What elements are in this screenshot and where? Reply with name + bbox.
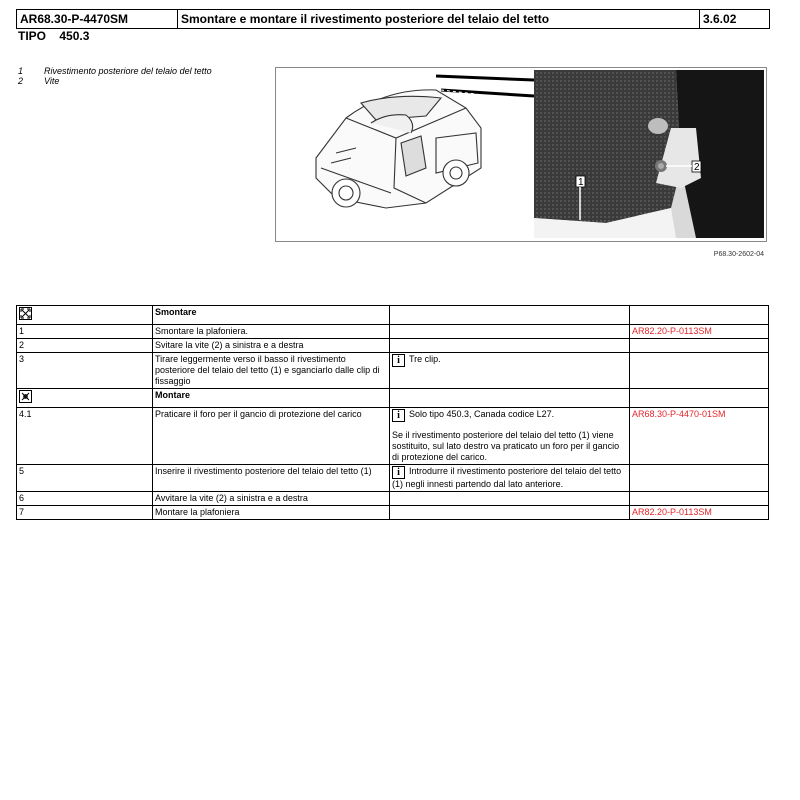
step-note-cell — [390, 465, 630, 492]
step-number: 5 — [17, 465, 153, 492]
step-text: Smontare la plafoniera. — [153, 325, 390, 339]
detail-photo — [534, 70, 764, 238]
step-note-cell — [390, 339, 630, 353]
step-number: 1 — [17, 325, 153, 339]
legend-item — [18, 76, 248, 86]
figure-reference: P68.30-2602-04 — [713, 251, 764, 258]
step-row — [17, 408, 769, 465]
document-id: AR68.30-P-4470SM — [17, 10, 178, 28]
step-reference-link[interactable] — [630, 353, 769, 389]
callout-2-label: 2 — [694, 162, 700, 173]
disassemble-icon — [19, 307, 32, 320]
document-title: Smontare e montare il rivestimento posteriore del telaio del tetto — [178, 10, 700, 28]
step-note-cell — [390, 353, 630, 389]
step-text: Praticare il foro per il gancio di protezione del carico — [153, 408, 390, 465]
step-row — [17, 325, 769, 339]
legend-number: 1 — [18, 66, 24, 76]
car-roof-lining-drawing — [276, 68, 766, 241]
section-row — [17, 389, 769, 408]
step-row — [17, 492, 769, 506]
step-text: Avvitare la vite (2) a sinistra e a destra — [153, 492, 390, 506]
step-reference-link[interactable] — [630, 465, 769, 492]
step-note-cell — [390, 325, 630, 339]
step-number: 2 — [17, 339, 153, 353]
step-reference-link[interactable]: AR68.30-P-4470-01SM — [630, 408, 769, 465]
info-icon: i — [392, 409, 405, 422]
step-row — [17, 465, 769, 492]
step-number: 4.1 — [17, 408, 153, 465]
step-note — [392, 354, 627, 367]
document-code: 3.6.02 — [703, 12, 737, 26]
step-note-text: Introdurre il rivestimento posteriore del telaio del tetto (1) negli innesti partendo dal lato anteriore. — [392, 466, 622, 489]
step-note-cell — [390, 492, 630, 506]
step-note — [392, 409, 627, 422]
step-text: Tirare leggermente verso il basso il rivestimento posteriore del telaio del tetto (1) e sganciarlo dalle clip di fissaggio — [153, 353, 390, 389]
step-note-cell — [390, 408, 630, 465]
document-header — [16, 9, 770, 29]
procedure-table — [16, 305, 769, 520]
legend-item — [18, 66, 248, 76]
step-row — [17, 353, 769, 389]
step-note-cell — [390, 506, 630, 520]
section-icon-cell — [17, 389, 153, 408]
callout-1-label: 1 — [578, 177, 584, 188]
section-title: Montare — [153, 389, 390, 408]
figure-legend — [18, 66, 248, 86]
info-icon: i — [392, 354, 405, 367]
step-reference-link[interactable] — [630, 339, 769, 353]
step-number: 3 — [17, 353, 153, 389]
step-note-text: Solo tipo 450.3, Canada codice L27. — [409, 409, 555, 419]
step-text: Montare la plafoniera — [153, 506, 390, 520]
car-icon — [316, 90, 481, 208]
step-number: 7 — [17, 506, 153, 520]
legend-text: Rivestimento posteriore del telaio del tetto — [44, 66, 212, 76]
vehicle-type-label: TIPO — [18, 29, 47, 43]
figure-illustration — [275, 67, 767, 242]
step-row — [17, 506, 769, 520]
assemble-icon — [19, 390, 32, 403]
legend-number: 2 — [18, 76, 24, 86]
section-row — [17, 306, 769, 325]
step-reference-link[interactable]: AR82.20-P-0113SM — [630, 325, 769, 339]
vehicle-type-value: 450.3 — [59, 29, 90, 43]
step-note-text: Se il rivestimento posteriore del telaio del tetto (1) viene sostituito, sul lato destro va praticato un foro per il gancio di protezione del carico. — [392, 430, 620, 462]
section-icon-cell — [17, 306, 153, 325]
step-number: 6 — [17, 492, 153, 506]
step-note — [392, 466, 627, 490]
step-reference-link[interactable] — [630, 492, 769, 506]
step-text: Svitare la vite (2) a sinistra e a destra — [153, 339, 390, 353]
step-note-text: Tre clip. — [409, 354, 441, 364]
step-row — [17, 339, 769, 353]
step-reference-link[interactable]: AR82.20-P-0113SM — [630, 506, 769, 520]
step-text: Inserire il rivestimento posteriore del telaio del tetto (1) — [153, 465, 390, 492]
info-icon: i — [392, 466, 405, 479]
section-title: Smontare — [153, 306, 390, 325]
legend-text: Vite — [44, 76, 60, 86]
vehicle-type — [18, 29, 89, 43]
